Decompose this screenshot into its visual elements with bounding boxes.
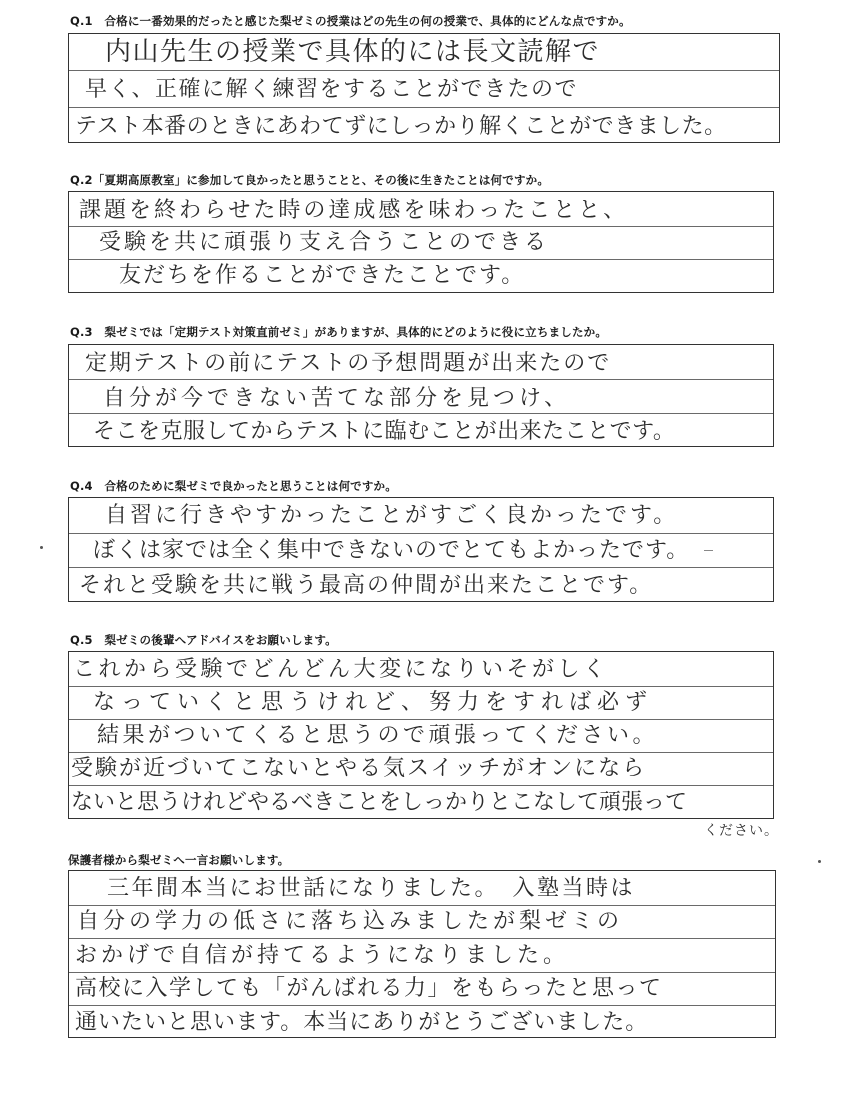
answer-1-line-3: テスト本番のときにあわてずにしっかり解くことができました。 [75,114,727,139]
answer-3-line-2: 自分が今できない苦てな部分を見つけ、 [103,386,571,411]
answer-2-line-2: 受験を共に頑張り支え合うことのできる [99,230,550,255]
answer-3-line-3: そこを克服してからテストに臨むことが出来たことです。 [93,419,676,444]
answer-4-line-1: 自習に行きやすかったことがすごく良かったです。 [105,503,679,528]
parents-comment-line-2: 自分の学力の低さに落ち込みましたが梨ゼミの [77,909,624,934]
answer-5-line-1: これから受験でどんどん大変になりいそがしく [73,657,609,682]
parents-comment-line-3: おかげで自信が持てるようになりました。 [75,943,570,968]
answer-5-box [68,651,774,819]
parents-comment-line-4: 高校に入学しても「がんばれる力」をもらったと思って [75,976,663,1001]
answer-3-box [68,344,774,447]
answer-5-line-4: 受験が近づいてこないとやる気スイッチがオンになら [71,756,647,781]
answer-4-line-2: ぼくは家では全く集中できないのでとてもよかったです。 [93,538,690,563]
question-1-label: Q.1 合格に一番効果的だったと感じた梨ゼミの授業はどの先生の何の授業で、具体的にどんな点ですか。 [70,14,631,28]
answer-5-line-3: 結果がついてくると思うので頑張ってください。 [97,723,659,748]
answer-2-box [68,191,774,293]
answer-1-line-1: 内山先生の授業で具体的には長文読解で [105,37,601,67]
question-5-label: Q.5 梨ゼミの後輩へアドバイスをお願いします。 [70,633,337,647]
answer-5-overflow: ください。 [704,823,779,839]
answer-3-line-1: 定期テストの前にテストの予想問題が出来たので [85,351,612,376]
stray-mark [40,546,43,549]
answer-5-line-2: なっていくと思うけれど、努力をすれば必ず [93,690,654,715]
stray-mark-2 [818,860,821,863]
parents-comment-label: 保護者様から梨ゼミへ一言お願いします。 [68,853,290,867]
stray-dash [704,550,713,551]
parents-comment-line-1: 三年間本当にお世話になりました。 入塾当時は [107,876,636,901]
answer-4-line-3: それと受験を共に戦う最高の仲間が出来たことです。 [79,573,654,598]
answer-2-line-1: 課題を終わらせた時の達成感を味わったことと、 [79,198,629,223]
answer-1-box [68,33,780,143]
question-3-label: Q.3 梨ゼミでは「定期テスト対策直前ゼミ」がありますが、具体的にどのように役に立ちましたか。 [70,325,608,339]
answer-2-line-3: 友だちを作ることができたことです。 [119,263,526,288]
question-4-label: Q.4 合格のために梨ゼミで良かったと思うことは何ですか。 [70,479,397,493]
question-2-label: Q.2「夏期高原教室」に参加して良かったと思うことと、その後に生きたことは何ですか。 [70,173,550,187]
parents-comment-box [68,870,776,1038]
parents-comment-line-5: 通いたいと思います。本当にありがとうございました。 [75,1010,649,1035]
answer-4-box [68,497,774,602]
answer-1-line-2: 早く、正確に解く練習をすることができたので [85,77,579,102]
answer-5-line-5: ないと思うけれどやるべきことをしっかりとこなして頑張って [71,790,688,815]
